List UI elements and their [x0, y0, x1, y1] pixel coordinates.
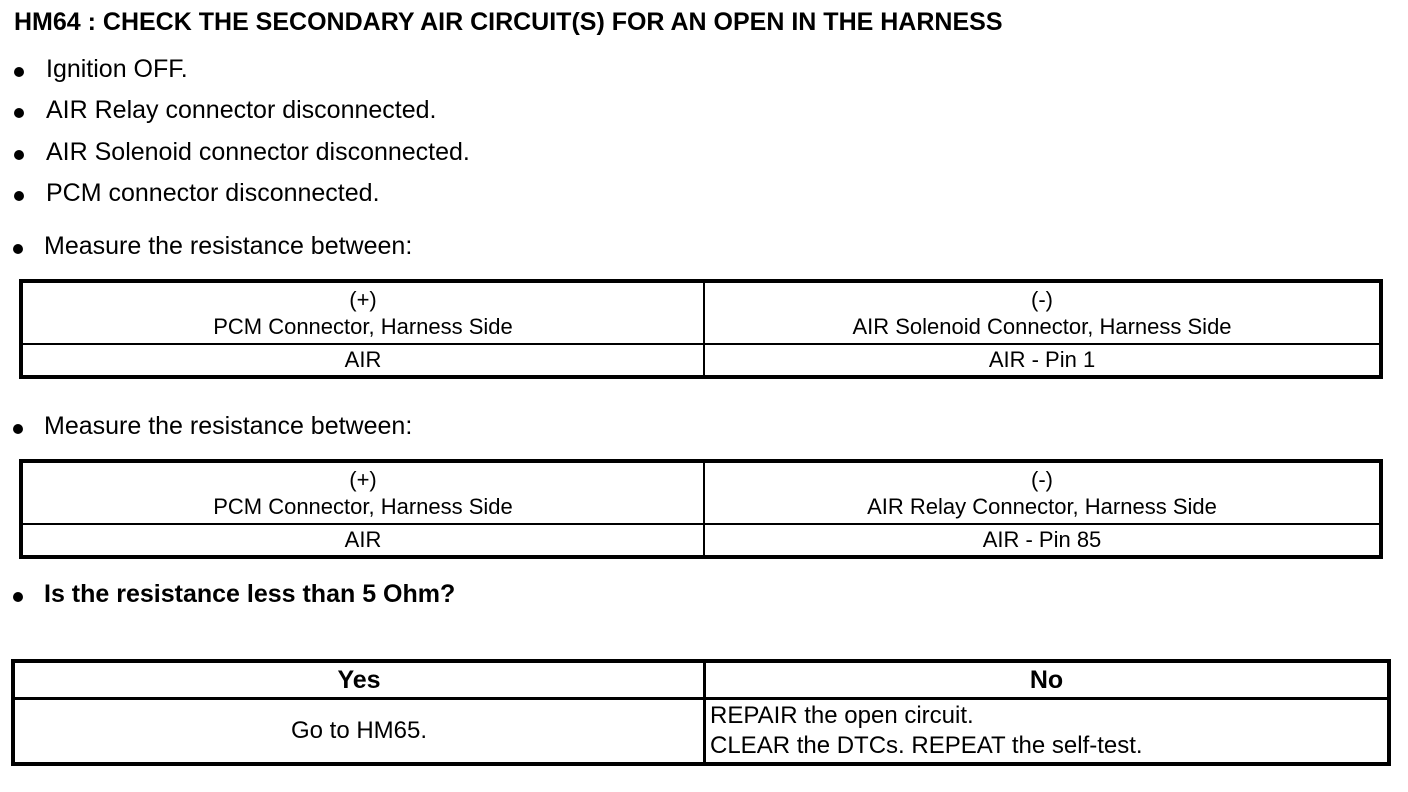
no-action-line: CLEAR the DTCs. REPEAT the self-test.	[710, 732, 1143, 759]
bullet-icon	[14, 191, 24, 201]
condition-text: PCM connector disconnected.	[46, 179, 380, 207]
condition-text: AIR Solenoid connector disconnected.	[46, 138, 470, 166]
negative-connector: AIR Solenoid Connector, Harness Side	[852, 314, 1232, 339]
negative-pin: AIR - Pin 85	[704, 524, 1381, 557]
bullet-icon	[13, 424, 23, 434]
measurement-table-2	[19, 459, 1383, 559]
bullet-icon	[13, 592, 23, 602]
condition-text: Ignition OFF.	[46, 55, 188, 83]
no-action-line: REPAIR the open circuit.	[710, 702, 974, 729]
question-text: Is the resistance less than 5 Ohm?	[44, 580, 456, 608]
positive-sign: (+)	[349, 467, 377, 492]
negative-pin: AIR - Pin 1	[704, 344, 1381, 377]
negative-sign: (-)	[1031, 467, 1053, 492]
negative-probe-header	[704, 461, 1381, 524]
result-table	[11, 659, 1391, 766]
no-header: No	[705, 661, 1390, 699]
bullet-icon	[14, 150, 24, 160]
bullet-icon	[13, 244, 23, 254]
condition-text: AIR Relay connector disconnected.	[46, 96, 437, 124]
bullet-icon	[14, 67, 24, 77]
positive-probe-header	[21, 281, 704, 344]
positive-probe-header	[21, 461, 704, 524]
negative-probe-header	[704, 281, 1381, 344]
yes-header: Yes	[13, 661, 705, 699]
bullet-icon	[14, 108, 24, 118]
measure-instruction-text: Measure the resistance between:	[44, 232, 413, 260]
positive-connector: PCM Connector, Harness Side	[213, 314, 513, 339]
positive-pin: AIR	[21, 344, 704, 377]
page-title: HM64 : CHECK THE SECONDARY AIR CIRCUIT(S) FOR AN OPEN IN THE HARNESS	[14, 8, 1003, 36]
negative-connector: AIR Relay Connector, Harness Side	[867, 494, 1217, 519]
no-action	[705, 699, 1390, 765]
measurement-table-1	[19, 279, 1383, 379]
positive-sign: (+)	[349, 287, 377, 312]
positive-connector: PCM Connector, Harness Side	[213, 494, 513, 519]
negative-sign: (-)	[1031, 287, 1053, 312]
measure-instruction-text: Measure the resistance between:	[44, 412, 413, 440]
yes-action: Go to HM65.	[13, 699, 705, 765]
positive-pin: AIR	[21, 524, 704, 557]
